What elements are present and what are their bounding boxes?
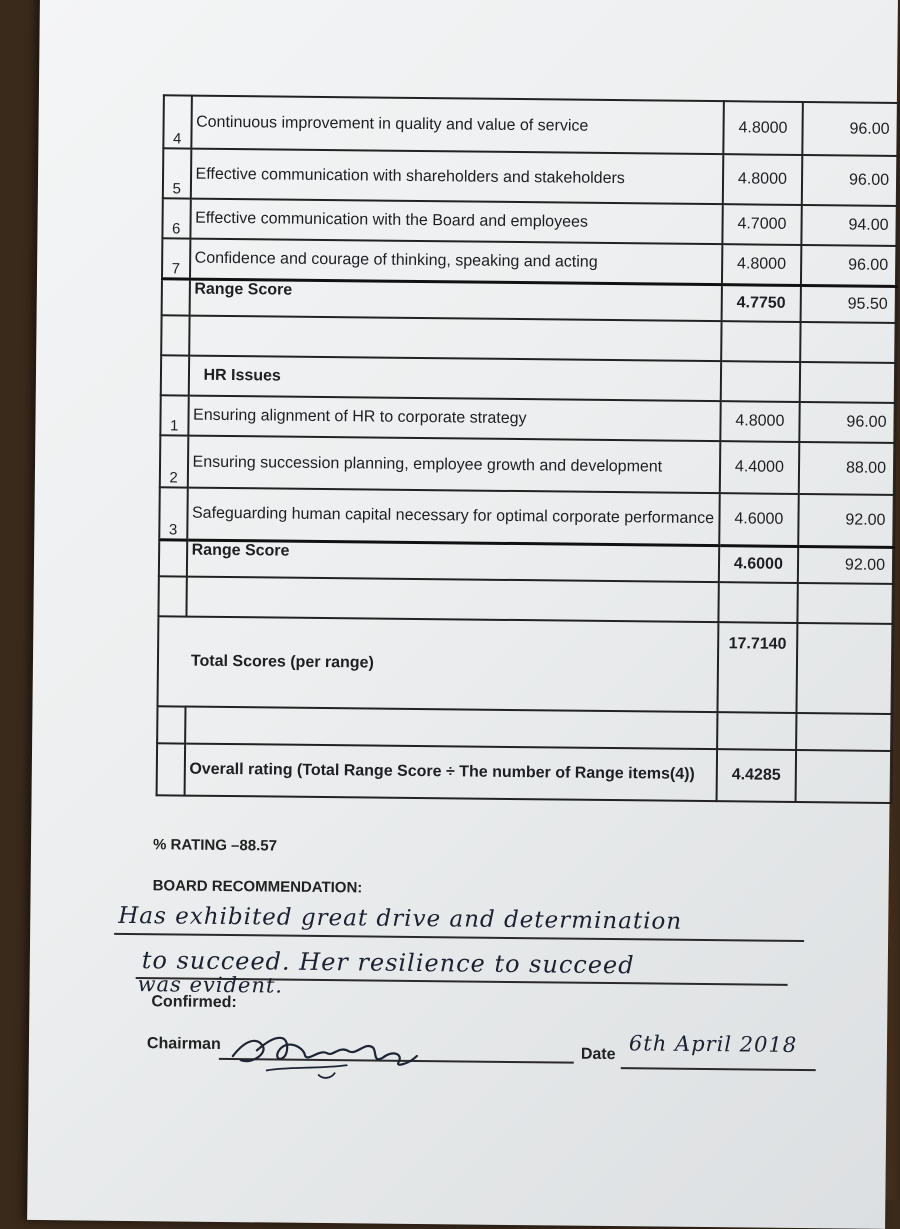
- item-percent: 94.00: [802, 205, 898, 246]
- empty-cell: [157, 743, 185, 795]
- total-scores-value: 17.7140: [717, 622, 797, 713]
- range-score-percent: 92.00: [798, 546, 894, 584]
- total-scores-row: [158, 616, 894, 714]
- handwritten-date: 6th April 2018: [628, 1031, 798, 1057]
- range-score-label: Range Score: [189, 279, 721, 322]
- item-text: Ensuring alignment of HR to corporate strategy: [188, 396, 721, 442]
- chairman-signature: [227, 1022, 448, 1084]
- range-score-label: Range Score: [186, 540, 718, 583]
- item-percent: 96.00: [799, 402, 895, 443]
- range-score-value: 4.7750: [721, 284, 801, 322]
- item-number: 4: [163, 95, 191, 148]
- overall-rating-row: [157, 743, 893, 803]
- evaluation-table: [156, 94, 900, 804]
- item-text: Ensuring succession planning, employee growth and development: [187, 436, 720, 494]
- empty-cell: [162, 278, 190, 315]
- item-text: Confidence and courage of thinking, speaking and acting: [190, 239, 723, 285]
- empty-cell: [159, 539, 187, 576]
- board-recommendation-label: BOARD RECOMMENDATION:: [152, 877, 363, 897]
- empty-cell: [161, 355, 189, 395]
- item-text: Effective communication with shareholders and stakeholders: [190, 149, 723, 205]
- handwritten-recommendation-line-2: to succeed. Her resilience to succeed: [141, 946, 635, 980]
- underline: [114, 933, 804, 942]
- chairman-label: Chairman: [146, 1035, 221, 1053]
- item-percent: 92.00: [798, 494, 894, 547]
- table-row: [163, 148, 898, 206]
- item-text: Continuous improvement in quality and value of service: [191, 96, 724, 155]
- item-score: 4.8000: [722, 154, 802, 205]
- handwritten-recommendation-line-1: Has exhibited great drive and determination: [118, 902, 683, 935]
- item-number: 3: [159, 487, 187, 539]
- confirmed-label: Confirmed:: [151, 993, 237, 1012]
- total-scores-label: Total Scores (per range): [158, 616, 719, 712]
- range-score-value: 4.6000: [718, 545, 798, 583]
- item-percent: 96.00: [801, 245, 897, 286]
- item-number: 7: [162, 238, 190, 278]
- item-text: Safeguarding human capital necessary for optimal corporate performance: [187, 488, 720, 546]
- item-number: 6: [162, 198, 190, 238]
- item-score: 4.8000: [722, 244, 802, 285]
- item-percent: 96.00: [802, 102, 898, 156]
- item-number: 2: [160, 435, 188, 487]
- hr-issues-heading: HR Issues: [188, 356, 721, 402]
- handwritten-recommendation-line-3: was evident.: [137, 972, 284, 998]
- item-score: 4.8000: [723, 101, 803, 155]
- table-row: [163, 95, 899, 156]
- range-score-percent: 95.50: [801, 285, 897, 323]
- item-score: 4.8000: [720, 401, 800, 442]
- item-score: 4.4000: [719, 441, 799, 494]
- item-percent: 96.00: [802, 155, 898, 206]
- item-number: 1: [160, 395, 188, 435]
- table-row: [160, 435, 896, 495]
- date-label: Date: [580, 1045, 616, 1064]
- item-score: 4.7000: [722, 204, 802, 245]
- percent-rating: % RATING –88.57: [152, 836, 278, 855]
- item-text: Effective communication with the Board and employees: [190, 199, 723, 245]
- overall-rating-value: 4.4285: [716, 749, 796, 802]
- item-score: 4.6000: [719, 493, 799, 546]
- item-number: 5: [163, 148, 191, 198]
- overall-rating-label: Overall rating (Total Range Score ÷ The number of Range items(4)): [184, 744, 717, 802]
- item-percent: 88.00: [799, 442, 895, 495]
- date-line: [621, 1067, 816, 1071]
- document-page: [27, 0, 898, 1229]
- table-row: [159, 487, 895, 547]
